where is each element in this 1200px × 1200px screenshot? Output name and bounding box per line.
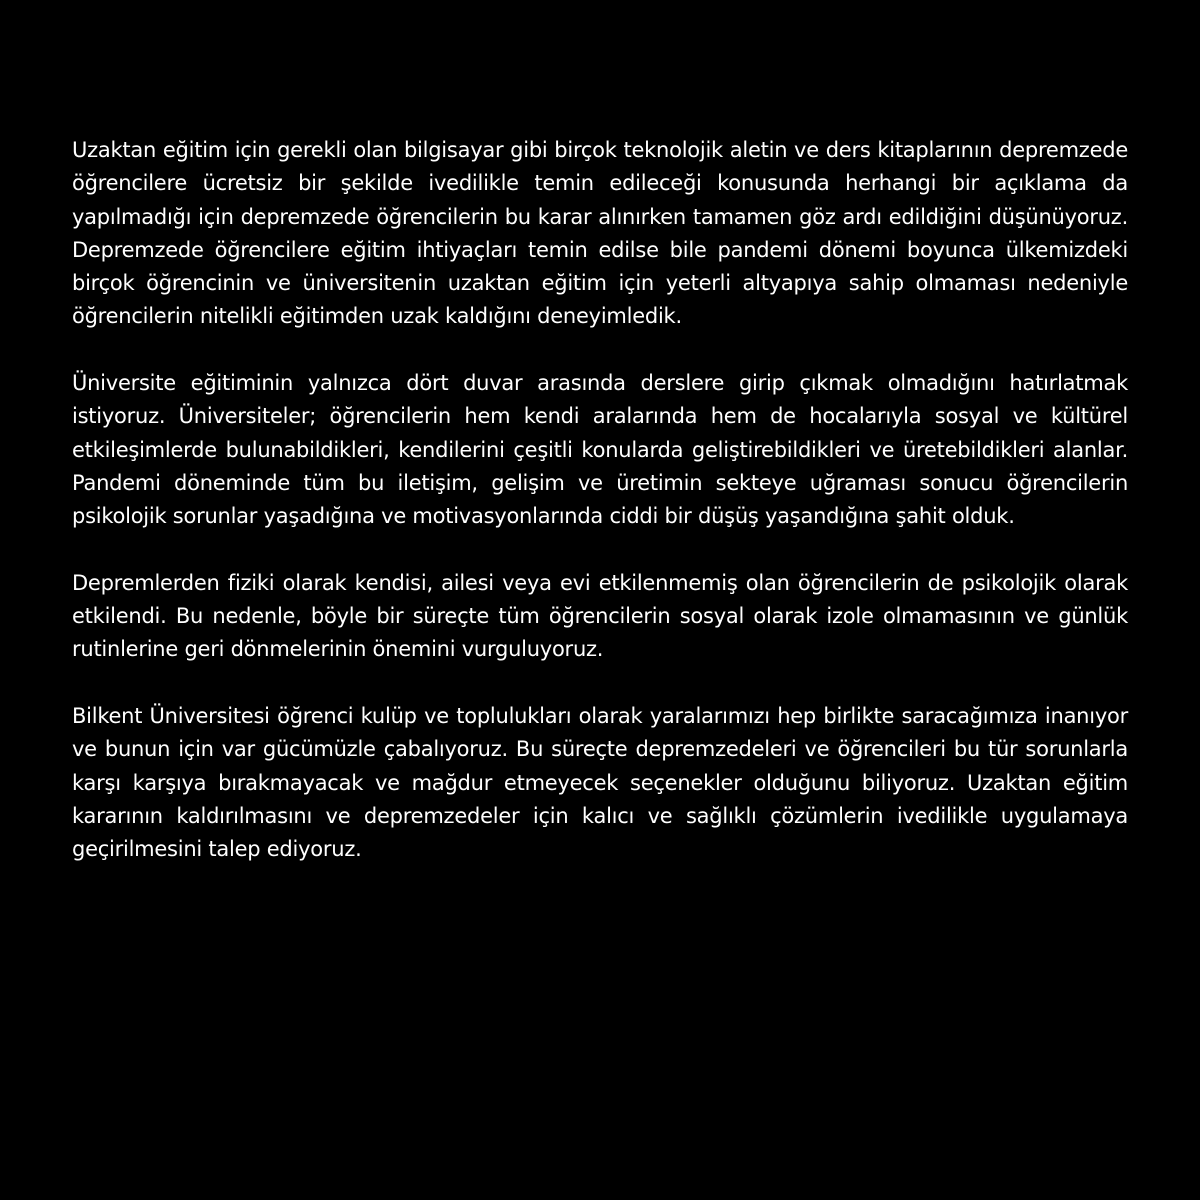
paragraph-university-life: Üniversite eğitiminin yalnızca dört duvar arasında derslere girip çıkmak olmadığını hatırlatmak istiyoruz. Üniversiteler; öğrencilerin hem kendi aralarında hem de hocalarıyla sosyal ve kültürel etkileşimlerde bulunabildikleri, kendilerini çeşitli konularda geliştirebildikleri ve üretebildikleri alanlar. Pandemi döneminde tüm bu iletişim, gelişim ve üretimin sekteye uğraması sonucu öğrencilerin psikolojik sorunlar yaşadığına ve motivasyonlarında ciddi bir düşüş yaşandığına şahit olduk. xyxy=(72,371,1128,529)
paragraph-demand: Bilkent Üniversitesi öğrenci kulüp ve toplulukları olarak yaralarımızı hep birlikte saracağımıza inanıyor ve bunun için var gücümüzle çabalıyoruz. Bu süreçte depremzedeleri ve öğrencileri bu tür sorunlarla karşı karşıya bırakmayacak ve mağdur etmeyecek seçenekler olduğunu biliyoruz. Uzaktan eğitim kararının kaldırılmasını ve depremzedeler için kalıcı ve sağlıklı çözümlerin ivedilikle uygulamaya geçirilmesini talep ediyoruz. xyxy=(72,704,1128,862)
statement-text xyxy=(72,134,1128,867)
paragraph-remote-education: Uzaktan eğitim için gerekli olan bilgisayar gibi birçok teknolojik aletin ve ders kitaplarının depremzede öğrencilere ücretsiz bir şekilde ivedilikle temin edileceği konusunda herhangi bir açıklama da yapılmadığı için depremzede öğrencilerin bu karar alınırken tamamen göz ardı edildiğini düşünüyoruz. Depremzede öğrencilere eğitim ihtiyaçları temin edilse bile pandemi dönemi boyunca ülkemizdeki birçok öğrencinin ve üniversitenin uzaktan eğitim için yeterli altyapıya sahip olmaması nedeniyle öğrencilerin nitelikli eğitimden uzak kaldığını deneyimledik. xyxy=(72,138,1128,329)
paragraph-psychological-impact: Depremlerden fiziki olarak kendisi, ailesi veya evi etkilenmemiş olan öğrencilerin de psikolojik olarak etkilendi. Bu nedenle, böyle bir süreçte tüm öğrencilerin sosyal olarak izole olmamasının ve günlük rutinlerine geri dönmelerinin önemini vurguluyoruz. xyxy=(72,570,1128,662)
